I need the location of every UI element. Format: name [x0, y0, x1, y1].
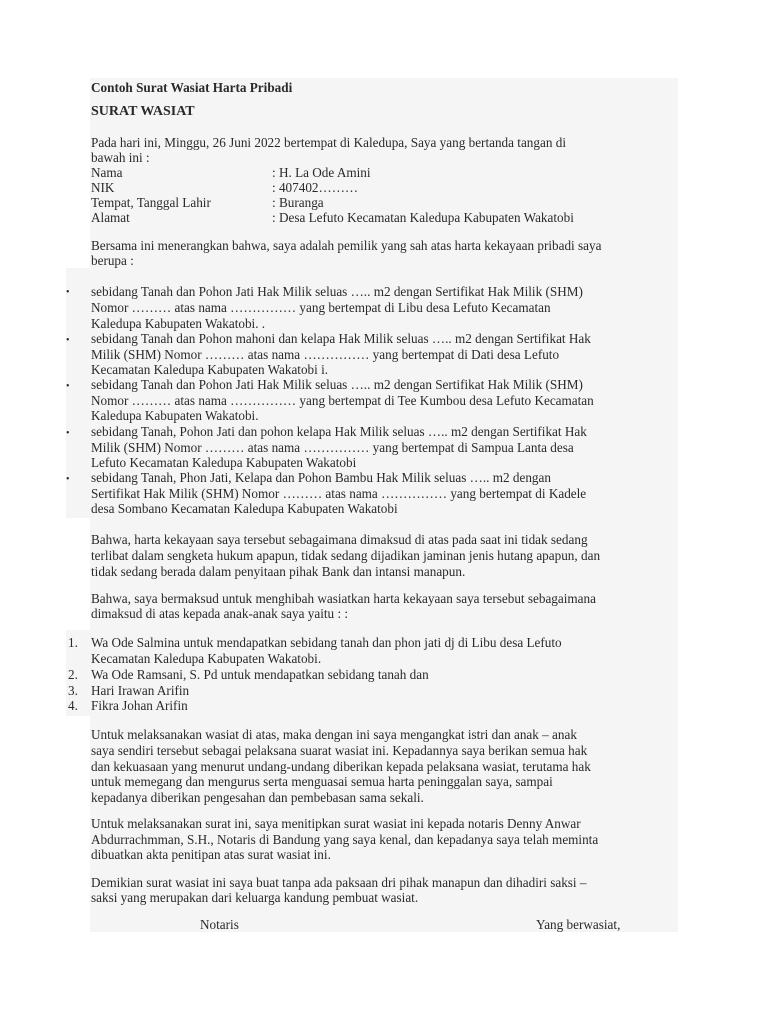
asset-line: Kecamatan Kaledupa Kabupaten Wakatobi i.	[91, 362, 329, 377]
notary-line: dibuatkan akta penitipan atas surat wasiat ini.	[91, 847, 331, 862]
identity-value: : Desa Lefuto Kecamatan Kaledupa Kabupaten Wakatobi	[272, 210, 574, 225]
asset-line: Milik (SHM) Nomor ……… atas nama …………… yang bertempat di Dati desa Lefuto	[91, 347, 560, 362]
asset-line: sebidang Tanah, Pohon Jati dan pohon kelapa Hak Milik seluas ….. m2 dengan Sertifikat Hak	[91, 424, 587, 439]
executor-line: dan kekuasaan yang menurut undang-undang diberikan kepada pelaksana wasiat, terutama hak	[91, 759, 591, 774]
statement-line: Bersama ini menerangkan bahwa, saya adalah pemilik yang sah atas harta kekayaan pribadi saya	[91, 238, 602, 253]
heir-number: 2.	[68, 667, 78, 682]
asset-line: Milik (SHM) Nomor ……… atas nama …………… yang bertempat di Sampua Lanta desa	[91, 440, 574, 455]
identity-label: Alamat	[91, 210, 130, 225]
asset-line: Kaledupa Kabupaten Wakatobi.	[91, 408, 259, 423]
identity-value: : Buranga	[272, 195, 324, 210]
identity-value: : H. La Ode Amini	[272, 165, 371, 180]
executor-line: kepadanya diberikan pengesahan dan pembebasan sama sekali.	[91, 790, 424, 805]
asset-line: sebidang Tanah, Phon Jati, Kelapa dan Pohon Bambu Hak Milik seluas ….. m2 dengan	[91, 470, 551, 485]
asset-line: sebidang Tanah dan Pohon Jati Hak Milik seluas ….. m2 dengan Sertifikat Hak Milik (SHM)	[91, 377, 583, 392]
heir-line: Kecamatan Kaledupa Kabupaten Wakatobi.	[91, 651, 322, 666]
heir-line: Wa Ode Ramsani, S. Pd untuk mendapatkan sebidang tanah dan	[91, 667, 429, 682]
asset-line: Sertifikat Hak Milik (SHM) Nomor ……… atas nama …………… yang bertempat di Kadele	[91, 486, 587, 501]
asset-line: Nomor ……… atas nama …………… yang bertempat di Libu desa Lefuto Kecamatan	[91, 300, 551, 315]
asset-line: Lefuto Kecamatan Kaledupa Kabupaten Wakatobi	[91, 455, 357, 470]
intent-line: dimaksud di atas kepada anak-anak saya yaitu : :	[91, 606, 349, 621]
heir-number: 1.	[68, 635, 78, 650]
intro-line: Pada hari ini, Minggu, 26 Juni 2022 bertempat di Kaledupa, Saya yang bertanda tangan di	[91, 135, 567, 150]
statement-line: berupa :	[91, 253, 134, 268]
bullet-icon: •	[66, 335, 70, 346]
heir-number: 4.	[68, 698, 78, 713]
heir-line: Hari Irawan Arifin	[91, 683, 190, 698]
heir-line: Fikra Johan Arifin	[91, 698, 188, 713]
bullet-icon: •	[66, 474, 70, 485]
body-panel-bottom	[90, 518, 678, 932]
identity-label: Tempat, Tanggal Lahir	[91, 195, 211, 210]
clean-status-line: terlibat dalam sengketa hukum apapun, tidak sedang dijadikan jaminan jenis hutang apapun, dan	[91, 548, 601, 563]
executor-line: untuk memegang dan mengurus serta menguasai semua harta peninggalan saya, sampai	[91, 774, 553, 789]
notary-line: Untuk melaksanakan surat ini, saya menitipkan surat wasiat ini kepada notaris Denny Anwar	[91, 816, 581, 831]
identity-label: NIK	[91, 180, 115, 195]
intro-line: bawah ini :	[91, 150, 150, 165]
asset-line: Kaledupa Kabupaten Wakatobi. .	[91, 316, 266, 331]
heir-line: Wa Ode Salmina untuk mendapatkan sebidang tanah dan phon jati dj di Libu desa Lefuto	[91, 635, 562, 650]
bullet-icon: •	[66, 428, 70, 439]
document-title: SURAT WASIAT	[91, 104, 195, 119]
asset-line: sebidang Tanah dan Pohon mahoni dan kelapa Hak Milik seluas ….. m2 dengan Sertifikat Hak	[91, 331, 591, 346]
intent-line: Bahwa, saya bermaksud untuk menghibah wasiatkan harta kekayaan saya tersebut sebagaimana	[91, 591, 596, 606]
asset-line: sebidang Tanah dan Pohon Jati Hak Milik seluas ….. m2 dengan Sertifikat Hak Milik (SHM)	[91, 284, 583, 299]
clean-status-line: Bahwa, harta kekayaan saya tersebut sebagaimana dimaksud di atas pada saat ini tidak sedang	[91, 532, 588, 547]
clean-status-line: tidak sedang berada dalam penyitaan pihak Bank dan intansi manapun.	[91, 564, 466, 579]
bullet-icon: •	[66, 381, 70, 392]
asset-line: Nomor ……… atas nama …………… yang bertempat di Tee Kumbou desa Lefuto Kecamatan	[91, 393, 594, 408]
asset-line: desa Sombano Kecamatan Kaledupa Kabupaten Wakatobi	[91, 501, 398, 516]
executor-line: Untuk melaksanakan wasiat di atas, maka dengan ini saya mengangkat istri dan anak – anak	[91, 727, 577, 742]
bullet-icon: •	[66, 287, 70, 298]
notary-line: Abdurrachmman, S.H., Notaris di Bandung yang saya kenal, dan kepadanya saya telah meminta	[91, 832, 599, 847]
executor-line: saya sendiri tersebut sebagai pelaksana suarat wasiat ini. Kepadannya saya berikan semua hak	[91, 743, 588, 758]
signature-notary-label: Notaris	[200, 917, 239, 932]
closing-line: saksi yang merupakan dari keluarga kandung pembuat wasiat.	[91, 890, 419, 905]
document-heading: Contoh Surat Wasiat Harta Pribadi	[91, 80, 293, 95]
closing-line: Demikian surat wasiat ini saya buat tanpa ada paksaan dri pihak manapun dan dihadiri saksi –	[91, 875, 587, 890]
signature-testator-label: Yang berwasiat,	[536, 917, 621, 932]
heir-number: 3.	[68, 683, 78, 698]
identity-label: Nama	[91, 165, 123, 180]
identity-value: : 407402………	[272, 180, 359, 195]
